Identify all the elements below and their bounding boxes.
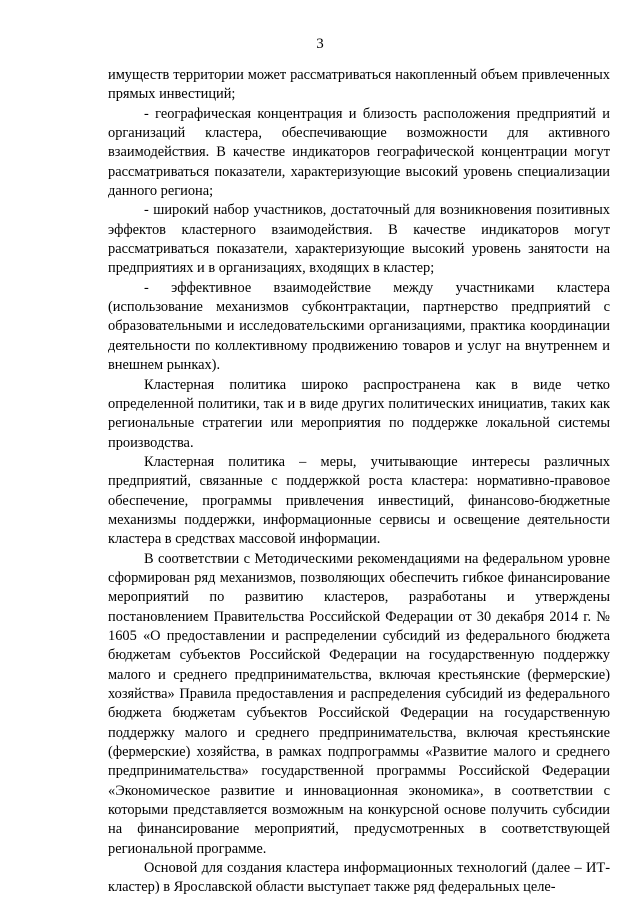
paragraph: - эффективное взаимодействие между участниками кластера (использование механизмов субконтрактации, партнерство предприятий с образовательными и исследовательскими организациями, практика координации деятельности по коллективному продвижению товаров и услуг на внутреннем и внешнем рынках). — [108, 279, 610, 374]
paragraph: Кластерная политика широко распространена как в виде четко определенной политики, так и в виде других политических инициатив, таких как региональные стратегии или мероприятия по поддержке локальной системы производства. — [108, 376, 610, 451]
page-number: 3 — [316, 36, 324, 52]
paragraph: имуществ территории может рассматриваться накопленный объем привлеченных прямых инвестиций; — [108, 67, 610, 103]
paragraph: - широкий набор участников, достаточный для возникновения позитивных эффектов кластерного взаимодействия. В качестве индикаторов могут рассматриваться показатели, характеризующие высокий уровень занятости на предприятиях и в организациях, входящих в кластер; — [108, 202, 610, 277]
body-text — [108, 66, 610, 898]
paragraph: В соответствии с Методическими рекомендациями на федеральном уровне сформирован ряд механизмов, позволяющих обеспечить гибкое финансирование мероприятий по развитию кластеров, разработаны и утверждены постановлением Правительства Российской Федерации от 30 декабря 2014 г. № 1605 «О предоставлении и распределении субсидий из федерального бюджета бюджетам субъектов Российской Федерации на государственную поддержку малого и среднего предпринимательства, включая крестьянские (фермерские) хозяйства» Правила предоставления и распределения субсидий из федерального бюджета бюджетам субъектов Российской Федерации на государственную поддержку малого и среднего предпринимательства, включая крестьянские (фермерские) хозяйства, в рамках подпрограммы «Развитие малого и среднего предпринимательства» государственной программы Российской Федерации «Экономическое развитие и инновационная экономика», в соответствии с которыми представляется возможным на конкурсной основе получить субсидии на финансирование мероприятий, предусмотренных в соответствующей региональной программе. — [108, 550, 610, 857]
paragraph: - географическая концентрация и близость расположения предприятий и организаций кластера, обеспечивающие возможности для активного взаимодействия. В качестве индикаторов географической концентрации могут рассматриваться показатели, характеризующие высокий уровень специализации данного региона; — [108, 105, 610, 200]
paragraph: Основой для создания кластера информационных технологий (далее – ИТ-кластер) в Ярославской области выступает также ряд федеральных целе- — [108, 860, 610, 896]
paragraph: Кластерная политика – меры, учитывающие интересы различных предприятий, связанные с поддержкой роста кластера: нормативно-правовое обеспечение, программы привлечения инвестиций, финансово-бюджетные механизмы поддержки, информационные сервисы и освещение деятельности кластера в средствах массовой информации. — [108, 453, 610, 548]
